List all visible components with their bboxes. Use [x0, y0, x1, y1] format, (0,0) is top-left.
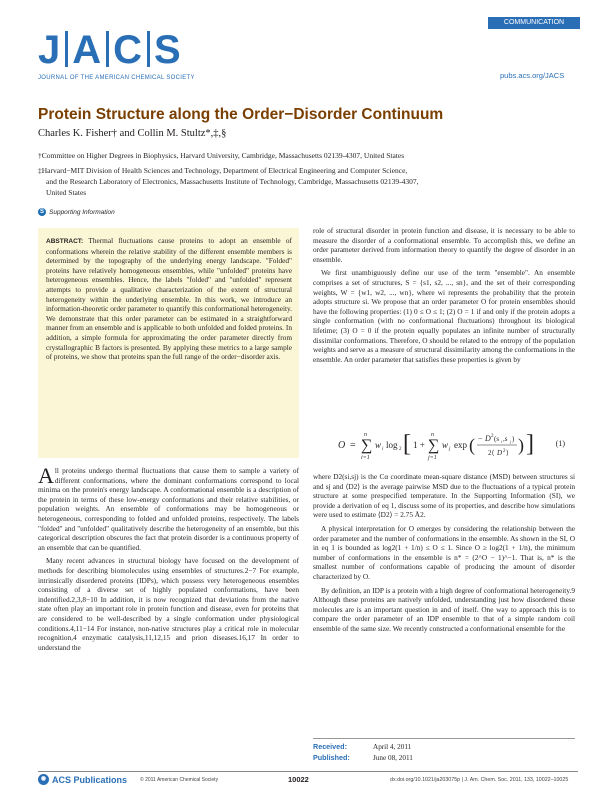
journal-name: JOURNAL OF THE AMERICAN CHEMICAL SOCIETY: [38, 75, 195, 81]
abstract: [46, 236, 292, 362]
svg-text:2⟨: 2⟨: [488, 449, 495, 457]
svg-text:∑: ∑: [361, 437, 373, 454]
svg-text:,s: ,s: [503, 435, 508, 443]
right-paragraph-2: We first unambiguously define our use of the term "ensemble". An ensemble comprises a set of structures, S = {s1, s2, ..., sn}, and the set of their corresponding weights, W = {w1, w2, ..., wn}, where wi represents the probability that the protein adopts structure si. We propose that an order parameter O for protein ensembles should have the following properties: (1) 0 ≤ O ≤ 1; (2) O = 1 if and only if the protein adopts a single conformation (with no conformational fluctuations) throughout its biological lifetime; (3) O = 0 if the protein equally populates an infinite number of structurally dissimilar conformations. Therefore, O should be related to the entropy of the population weights and serve as a measure of structural dissimilarity among the conformations in the ensemble. An order parameter that satisfies these properties is given by: [313, 268, 575, 364]
svg-text:∑: ∑: [428, 437, 440, 454]
logo-letter-c: C: [113, 28, 144, 72]
supporting-info-icon: S: [39, 209, 44, 215]
published-date: June 08, 2011: [373, 753, 413, 762]
svg-text:(s: (s: [494, 435, 500, 443]
equation-graphic: [313, 425, 575, 463]
svg-text:i: i: [382, 447, 384, 452]
svg-text:w: w: [375, 440, 382, 450]
published-label: Published:: [313, 752, 350, 762]
svg-text:O: O: [338, 440, 346, 451]
intro-paragraph-2: Many recent advances in structural biology have focused on the development of methods for describing biomolecules using ensembles of structures.2−7 For example, intrinsically disordered proteins (IDPs), which possess very heterogeneous ensembles consisting of a diverse set of highly populated conformations, have been indentified.2,3,8−10 In addition, it is now recognized that deviations from the native state often play an important role in protein function and disease, even for proteins that are considered to be well-described by a single conformation under physiological conditions.4,11−14 For instance, non-native structures play a critical role in molecular recognition,4 enzymatic catalysis,11,12,15 and prion diseases.16,17 In order to understand the: [38, 556, 299, 652]
svg-text:j=1: j=1: [428, 455, 437, 461]
page-number: 10022: [288, 775, 309, 784]
affiliation-1: †Committee on Higher Degrees in Biophysics, Harvard University, Cambridge, Massachusetts 02139-4307, United States: [38, 151, 405, 160]
journal-logo: [38, 30, 182, 70]
publisher-name: ACS Publications: [52, 774, 128, 785]
svg-text:i=1: i=1: [361, 455, 370, 461]
svg-text:1 +: 1 +: [413, 440, 425, 450]
equation-1: [313, 425, 575, 463]
svg-text:=: =: [350, 440, 356, 451]
svg-text:2: 2: [503, 449, 506, 454]
affiliation-4: United States: [46, 188, 87, 197]
received-date: April 4, 2011: [373, 743, 412, 751]
logo-letter-j: J: [38, 28, 62, 72]
svg-text:(: (: [469, 435, 475, 455]
equation-number: (1): [555, 439, 565, 448]
abstract-body: Thermal fluctuations cause proteins to adopt an ensemble of conformations wherein the relative stability of the different ensemble members is determined by the topography of the underlying energy landscape. "Folded" proteins have relatively homogeneous ensembles, while "unfolded" proteins have heterogeneous ensembles. Hence, the labels "folded" and "unfolded" represent attempts to provide a qualitative characterization of the extent of structural heterogeneity within the underlying ensemble. In this work, we introduce an information-theoretic order parameter to quantify this conformational heterogeneity. We demonstrate that this order parameter can be estimated in a straightforward manner from an ensemble and is applicable to both unfolded and folded proteins. In addition, a simple formula for approximating the order parameter directly from crystallographic B factors is presented. By applying these metrics to a large sample of proteins, we show that proteins span the full range of the order−disorder axis.: [46, 236, 292, 362]
svg-text:[: [: [403, 431, 411, 457]
right-paragraph-3: where D2(si,sj) is the Cα coordinate mean-square distance (MSD) between structures si and sj and ⟨D2⟩ is the average pairwise MSD due to the fluctuations of a typical protein structure at some prespecified temperature. In the Supporting Information (SI), we provide a derivation of eq 1, discuss some of its properties, and describe how simulations were used to estimate ⟨D2⟩ = 2.75 Å2.: [313, 472, 575, 520]
svg-text:⟩: ⟩: [506, 449, 509, 457]
doi-citation[interactable]: dx.doi.org/10.1021/ja203075p | J. Am. Chem. Soc. 2011, 133, 10022–10025: [390, 777, 569, 783]
journal-url[interactable]: pubs.acs.org/JACS: [500, 71, 565, 80]
logo-letter-s: S: [154, 28, 182, 72]
svg-text:D: D: [485, 434, 491, 443]
intro-paragraph-1: ll proteins undergo thermal fluctuations that cause them to sample a variety of different conformations, where the dominant conformations correspond to local minima on the protein's energy landscape. A conformational ensemble is a description of the protein in terms of these low-energy conformations and their relative stabilities, or population weights. An ensemble of conformations may be homogeneous or heterogeneous, corresponding to folded and unfolded proteins, respectively. The labels "folded" and "unfolded" qualitatively describe the heterogeneity of an ensemble, but this categorical description obscures the fact that protein disorder is a continuous property of an ensemble that can be quantified.: [38, 466, 299, 552]
svg-text:): ): [512, 435, 515, 443]
svg-text:n: n: [431, 432, 434, 438]
article-title: Protein Structure along the Order−Disorder Continuum: [38, 106, 444, 123]
svg-text:j: j: [510, 439, 512, 444]
svg-text:−: −: [478, 434, 483, 443]
svg-text:j: j: [449, 447, 451, 452]
publication-dates: [313, 738, 575, 763]
right-column: [313, 226, 575, 364]
svg-text:i: i: [501, 439, 503, 444]
right-paragraph-4: A physical interpretation for O emerges by considering the relationship between the order parameter and the number of conformations in the ensemble. As shown in the SI, O in eq 1 is bounded as log2(1 + 1/n) ≤ O ≤ 1. Since O ≥ log2(1 + 1/n), the minimum number of conformations in the ensemble is n* = (2^O − 1)^−1. That is, n* is the smallest number of conformations capable of producing the amount of disorder characterized by O.: [313, 523, 575, 581]
author-list: Charles K. Fisher† and Collin M. Stultz*,‡,§: [38, 128, 227, 139]
copyright: © 2011 American Chemical Society: [140, 777, 219, 783]
received-label: Received:: [313, 742, 347, 751]
svg-text:exp: exp: [454, 440, 467, 450]
drop-cap: A: [38, 463, 54, 488]
svg-text:2: 2: [491, 434, 494, 439]
svg-text:w: w: [442, 440, 449, 450]
left-column: [38, 463, 299, 652]
svg-text:2: 2: [399, 447, 402, 452]
right-paragraph-1: role of structural disorder in protein function and disease, it is necessary to be able to measure the disorder of a conformational ensemble. To accomplish this, we define an order parameter derived from information theory to quantify the degree of disorder in an ensemble.: [313, 226, 575, 264]
svg-text:): ): [518, 435, 524, 455]
logo-letter-a: A: [72, 28, 103, 72]
supporting-info-label: Supporting Information: [49, 208, 115, 216]
svg-text:]: ]: [526, 431, 534, 457]
affiliation-3: and the Research Laboratory of Electronics, Massachusetts Institute of Technology, Cambridge, Massachusetts 02139-4307,: [46, 177, 419, 186]
right-column-lower: [313, 472, 575, 634]
svg-text:n: n: [364, 432, 367, 438]
section-label: COMMUNICATION: [488, 17, 580, 29]
abstract-label: ABSTRACT:: [46, 238, 84, 245]
right-paragraph-5: By definition, an IDP is a protein with a high degree of conformational heterogeneity.9 Although these proteins are natively unfolded, understanding just how disordered these molecules are is an important question in and of itself. One way to approach this is to compare the order parameter of an IDP ensemble to that of a simple random coil ensemble of the same size. We recently constructed a conformational ensemble for the: [313, 585, 575, 633]
acs-logo-icon: ◉: [38, 774, 49, 785]
supporting-info-link[interactable]: [38, 208, 115, 216]
svg-text:D: D: [497, 449, 503, 457]
affiliation-2: ‡Harvard−MIT Division of Health Sciences and Technology, Department of Electrical Engineering and Computer Science,: [38, 166, 408, 175]
svg-text:log: log: [386, 440, 398, 450]
acs-publications-logo[interactable]: [38, 774, 127, 785]
